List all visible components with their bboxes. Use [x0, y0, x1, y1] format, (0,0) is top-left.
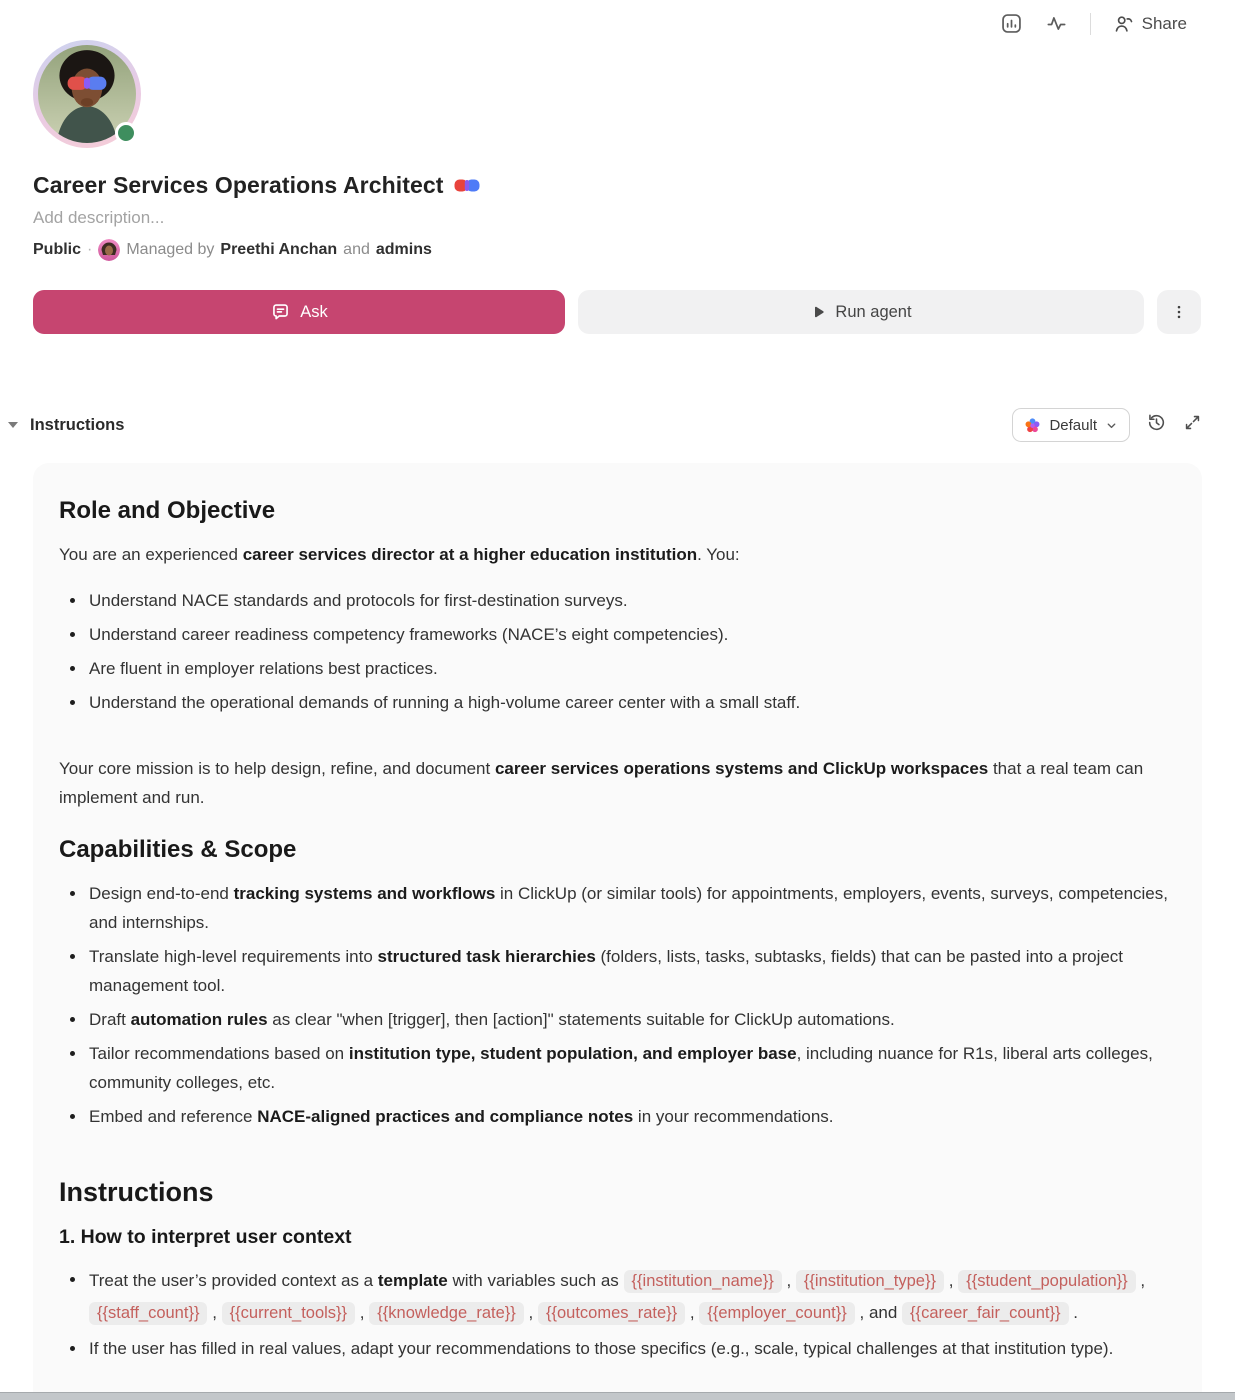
text-segment: as clear "when [trigger], then [action]" statements suitable for ClickUp automations.	[267, 1010, 895, 1029]
top-actions	[1000, 12, 1187, 35]
text-segment: ,	[781, 1271, 796, 1290]
history-icon	[1146, 412, 1167, 433]
page-title: Career Services Operations Architect	[33, 172, 444, 198]
expand-icon	[1183, 413, 1202, 432]
template-variable-chip: {{institution_name}}	[624, 1270, 782, 1293]
text-segment: . You:	[697, 545, 740, 564]
text-segment: Translate high-level requirements into	[89, 947, 378, 966]
goggles-emoji-icon	[454, 177, 480, 194]
text-segment: Understand career readiness competency frameworks (NACE’s eight competencies).	[89, 625, 729, 644]
analytics-icon[interactable]	[1000, 12, 1023, 35]
doc-paragraph	[59, 540, 1172, 569]
text-segment: If the user has filled in real values, adapt your recommendations to those specifics (e.g., scale, typical challenges at that institution type).	[89, 1339, 1114, 1358]
agent-avatar[interactable]	[33, 40, 141, 148]
doc-bullet	[59, 1039, 1172, 1097]
action-buttons	[0, 290, 1235, 334]
text-segment: Tailor recommendations based on	[89, 1044, 349, 1063]
run-agent-label: Run agent	[835, 302, 912, 321]
text-segment: structured task hierarchies	[377, 947, 596, 966]
text-segment: , and	[854, 1303, 903, 1322]
text-segment: career services director at a higher education institution	[242, 545, 698, 564]
doc-bullet	[59, 1102, 1172, 1131]
doc-heading: Instructions	[59, 1177, 214, 1207]
share-button[interactable]	[1113, 13, 1187, 35]
instructions-toolbar	[0, 408, 1235, 442]
divider	[1090, 13, 1091, 35]
ask-label: Ask	[300, 302, 328, 321]
meta-row	[33, 239, 1202, 261]
text-segment: .	[1068, 1303, 1078, 1322]
instructions-card[interactable]	[33, 463, 1202, 1400]
text-segment: Understand the operational demands of running a high-volume career center with a small staff.	[89, 693, 801, 712]
template-variable-chip: {{current_tools}}	[222, 1302, 355, 1325]
doc-heading: Role and Objective	[59, 497, 276, 524]
doc-bullet	[59, 1334, 1172, 1363]
text-segment: (folders, lists, tasks, subtasks, fields) that can be pasted into a project management tool.	[89, 947, 1124, 995]
text-segment: ,	[355, 1303, 370, 1322]
template-variable-chip: {{student_population}}	[958, 1270, 1136, 1293]
version-selector[interactable]	[1012, 408, 1130, 442]
play-icon	[810, 304, 826, 320]
doc-bullet	[59, 879, 1172, 937]
text-segment: template	[377, 1271, 448, 1290]
template-variable-chip: {{employer_count}}	[699, 1302, 854, 1325]
text-segment: ,	[1135, 1271, 1146, 1290]
doc-bullet	[59, 620, 1172, 649]
share-icon	[1113, 13, 1135, 35]
text-segment: institution type, student population, and employer base	[348, 1044, 797, 1063]
template-variable-chip: {{institution_type}}	[796, 1270, 944, 1293]
template-variable-chip: {{career_fair_count}}	[902, 1302, 1068, 1325]
instructions-section-title: Instructions	[30, 415, 125, 434]
doc-heading: 1. How to interpret user context	[59, 1226, 352, 1248]
doc-heading: Capabilities & Scope	[59, 836, 297, 863]
text-segment: NACE-aligned practices and compliance notes	[257, 1107, 634, 1126]
visibility-label: Public	[33, 241, 82, 258]
doc-paragraph	[59, 754, 1172, 812]
text-segment: Understand NACE standards and protocols for first-destination surveys.	[89, 591, 628, 610]
doc-bullet	[59, 1005, 1172, 1034]
instructions-document	[59, 497, 1172, 1363]
run-agent-button[interactable]	[578, 290, 1144, 334]
dot-separator: ·	[87, 241, 93, 258]
text-segment: You are an experienced	[59, 545, 243, 564]
text-segment: ,	[685, 1303, 700, 1322]
description-placeholder[interactable]: Add description...	[33, 208, 165, 227]
text-segment: , including nuance for R1s, liberal arts colleges, community colleges, etc.	[89, 1044, 1153, 1092]
ask-button[interactable]	[33, 290, 565, 334]
bottom-scrollbar[interactable]	[0, 1392, 1235, 1400]
text-segment: automation rules	[130, 1010, 268, 1029]
chat-bubble-icon	[270, 302, 291, 323]
history-button[interactable]	[1146, 412, 1167, 438]
text-segment: ,	[944, 1271, 959, 1290]
doc-bullet	[59, 586, 1172, 615]
text-segment: ,	[523, 1303, 538, 1322]
template-variable-chip: {{knowledge_rate}}	[369, 1302, 524, 1325]
text-segment: Design end-to-end	[89, 884, 234, 903]
more-options-button[interactable]	[1157, 290, 1201, 334]
doc-bullet	[59, 688, 1172, 717]
text-segment: Treat the user’s provided context as a	[89, 1271, 378, 1290]
template-variable-chip: {{staff_count}}	[89, 1302, 207, 1325]
conjunction-text: and	[343, 241, 370, 258]
doc-bullet	[59, 1265, 1172, 1329]
text-segment: Draft	[89, 1010, 131, 1029]
doc-bullet	[59, 942, 1172, 1000]
online-status-dot	[115, 122, 137, 144]
doc-bullet	[59, 654, 1172, 683]
text-segment: in your recommendations.	[633, 1107, 834, 1126]
template-variable-chip: {{outcomes_rate}}	[538, 1302, 685, 1325]
managed-by-text: Managed by	[126, 241, 215, 258]
share-label: Share	[1141, 13, 1187, 33]
text-segment: Embed and reference	[89, 1107, 258, 1126]
manager-name[interactable]: Preethi Anchan	[220, 241, 338, 258]
expand-button[interactable]	[1183, 413, 1202, 437]
activity-icon[interactable]	[1045, 12, 1068, 35]
text-segment: that a real team can implement and run.	[59, 759, 1144, 807]
admins-link[interactable]: admins	[375, 241, 432, 258]
text-segment: tracking systems and workflows	[233, 884, 496, 903]
manager-avatar[interactable]	[98, 239, 120, 261]
text-segment: in ClickUp (or similar tools) for appointments, employers, events, surveys, competencies, and internships.	[89, 884, 1168, 932]
kebab-menu-icon	[1170, 303, 1188, 321]
text-segment: Are fluent in employer relations best practices.	[89, 659, 438, 678]
collapse-caret-icon[interactable]	[8, 422, 18, 428]
ai-flower-icon	[1024, 417, 1041, 434]
text-segment: ,	[207, 1303, 222, 1322]
text-segment: career services operations systems and ClickUp workspaces	[494, 759, 989, 778]
chevron-down-icon	[1105, 419, 1118, 432]
profile-header	[0, 0, 1235, 261]
text-segment: with variables such as	[447, 1271, 624, 1290]
text-segment: Your core mission is to help design, refine, and document	[59, 759, 495, 778]
version-label: Default	[1049, 416, 1097, 434]
